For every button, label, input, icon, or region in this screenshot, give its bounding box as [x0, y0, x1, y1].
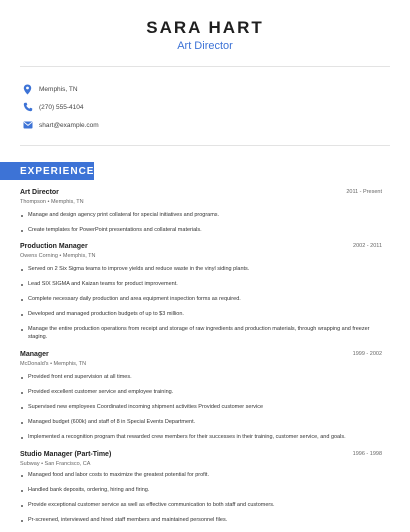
candidate-name: SARA HART — [146, 18, 264, 37]
bullet-item: Developed and managed production budgets of up to $3 million. — [20, 311, 382, 319]
job-company: Owens Corning • Memphis, TN — [20, 253, 96, 259]
bullet-item: Create templates for PowerPoint presentations and collateral materials. — [20, 227, 382, 235]
bullet-item: Provide exceptional customer service as well as effective communication to both staff and customers. — [20, 502, 382, 510]
bullet-item: Handled bank deposits, ordering, hiring and firing. — [20, 487, 382, 495]
location-pin-icon — [22, 84, 33, 95]
job-company: Thompson • Memphis, TN — [20, 199, 84, 205]
contact-location-text: Memphis, TN — [39, 85, 78, 93]
bullet-item: Implemented a recognition program that rewarded crew members for their successes in their training, customer service, and goals. — [20, 434, 382, 442]
bullet-item: Manage and design agency print collateral for special initiatives and programs. — [20, 212, 382, 220]
job-bullets — [20, 472, 382, 532]
contact-location — [22, 82, 78, 96]
email-icon — [22, 120, 33, 131]
job-company: Subway • San Francisco, CA — [20, 461, 91, 467]
job-bullets — [20, 266, 382, 349]
bullet-item: Provided front end supervision at all times. — [20, 374, 382, 382]
job-company: McDonald's • Memphis, TN — [20, 361, 87, 367]
bullet-item: Provided excellent customer service and employee training. — [20, 389, 382, 397]
bullet-item: Managed food and labor costs to maximize the greatest potential for profit. — [20, 472, 382, 480]
job-bullets — [20, 212, 382, 242]
contact-phone-text: (270) 555-4104 — [39, 103, 84, 111]
bullet-item: Complete necessary daily production and area equipment inspection forms as required. — [20, 296, 382, 304]
experience-section-title: EXPERIENCE — [0, 162, 94, 180]
phone-icon — [22, 102, 33, 113]
job-title: Studio Manager (Part-Time) — [20, 451, 112, 458]
contact-divider — [20, 145, 390, 146]
contact-phone — [22, 100, 83, 114]
job-title: Art Director — [20, 189, 59, 196]
candidate-role: Art Director — [177, 40, 233, 52]
job-bullets — [20, 374, 382, 449]
job-dates: 1999 - 2002 — [352, 351, 382, 357]
job-dates: 1996 - 1998 — [352, 451, 382, 457]
bullet-item: Pr-screened, interviewed and hired staff members and maintained personnel files. — [20, 517, 382, 525]
contact-email-text: shart@example.com — [39, 121, 99, 129]
job-dates: 2011 - Present — [346, 189, 382, 195]
contact-email — [22, 118, 99, 132]
job-title: Manager — [20, 351, 49, 358]
job-title: Production Manager — [20, 243, 88, 250]
bullet-item: Supervised new employees Coordinated incoming shipment activities Provided customer service — [20, 404, 382, 412]
job-dates: 2002 - 2011 — [353, 243, 382, 249]
bullet-item: Manage the entire production operations from receipt and storage of raw ingredients and production materials, through wrapping and freezer staging. — [20, 326, 382, 341]
header-divider — [20, 66, 390, 67]
bullet-item: Served on 2 Six Sigma teams to improve yields and reduce waste in the vinyl siding plants. — [20, 266, 382, 274]
bullet-item: Managed budget (600k) and staff of 8 in Special Events Department. — [20, 419, 382, 427]
bullet-item: Lead SIX SIGMA and Kaizan teams for product improvement. — [20, 281, 382, 289]
